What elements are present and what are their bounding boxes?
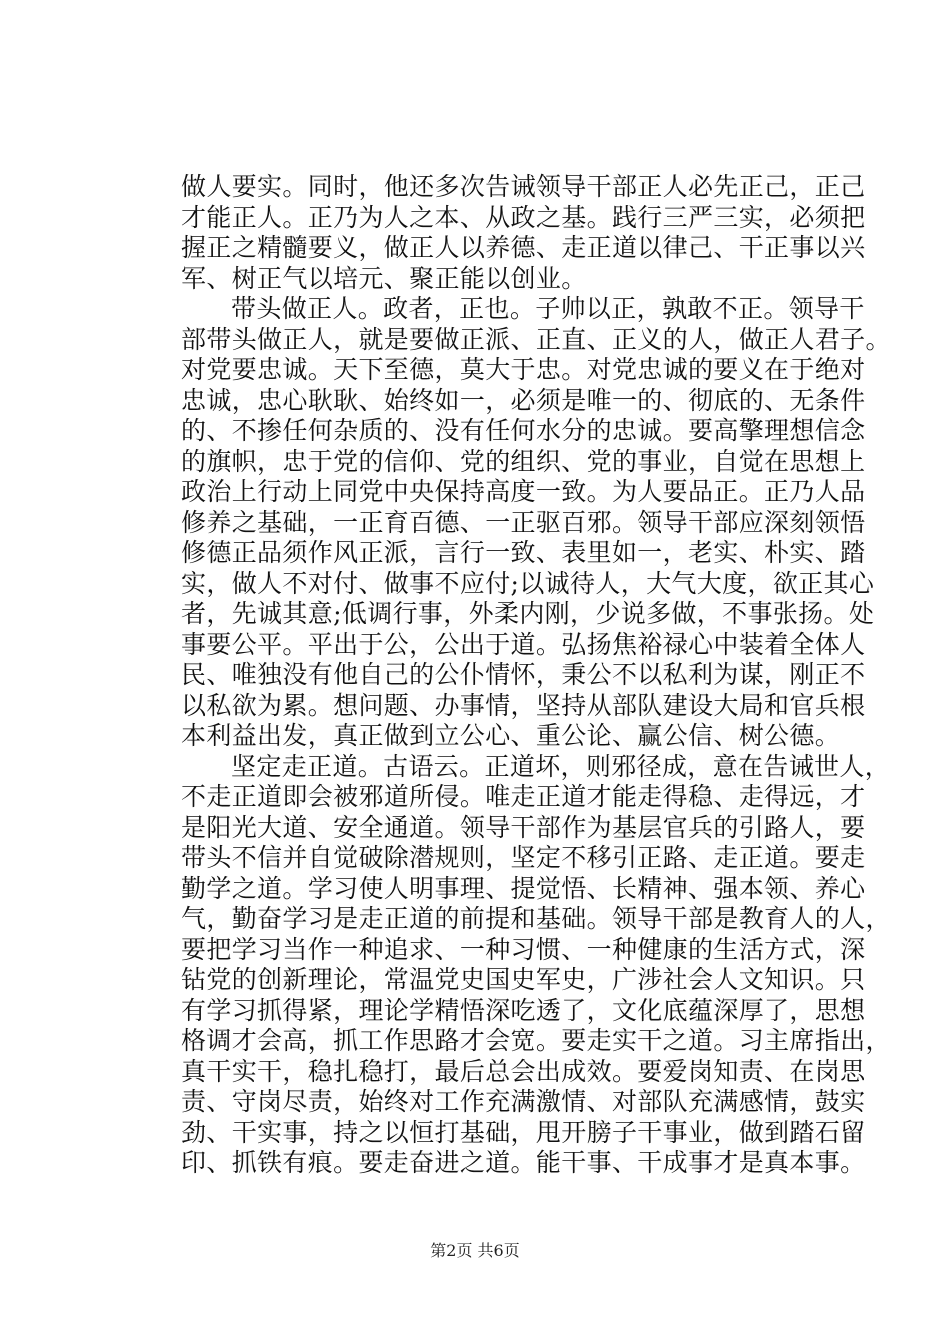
text-line: 忠诚，忠心耿耿、始终如一，必须是唯一的、彻底的、无条件 bbox=[181, 385, 866, 415]
text-line: 以私欲为累。想问题、办事情，坚持从部队建设大局和官兵根 bbox=[181, 690, 866, 720]
text-line: 修养之基础，一正育百德、一正驱百邪。领导干部应深刻领悟 bbox=[181, 507, 866, 537]
text-line: 是阳光大道、安全通道。领导干部作为基层官兵的引路人，要 bbox=[181, 812, 866, 842]
document-body bbox=[181, 172, 891, 1179]
text-line: 责、守岗尽责，始终对工作充满激情、对部队充满感情，鼓实 bbox=[181, 1087, 866, 1116]
text-line: 握正之精髓要义，做正人以养德、走正道以律己、干正事以兴 bbox=[181, 233, 866, 262]
text-line: 本利益出发，真正做到立公心、重公论、赢公信、树公德。 bbox=[181, 721, 841, 750]
text-line: 真干实干，稳扎稳打，最后总会出成效。要爱岗知责、在岗思 bbox=[181, 1056, 866, 1086]
paragraph-first-line: 带头做正人。政者，正也。子帅以正，孰敢不正。领导干 bbox=[231, 294, 865, 323]
text-line: 要把学习当作一种追求、一种习惯、一种健康的生活方式，深 bbox=[181, 934, 866, 964]
text-line: 带头不信并自觉破除潜规则，坚定不移引正路、走正道。要走 bbox=[181, 843, 866, 872]
text-line: 对党要忠诚。天下至德，莫大于忠。对党忠诚的要义在于绝对 bbox=[181, 355, 866, 384]
text-line: 政治上行动上同党中央保持高度一致。为人要品正。正乃人品 bbox=[181, 477, 866, 506]
text-line: 格调才会高，抓工作思路才会宽。要走实干之道。习主席指出， bbox=[181, 1026, 891, 1055]
text-line: 部带头做正人，就是要做正派、正直、正义的人，做正人君子。 bbox=[181, 324, 891, 354]
text-line: 钻党的创新理论，常温党史国史军史，广涉社会人文知识。只 bbox=[181, 965, 866, 994]
text-line: 的、不掺任何杂质的、没有任何水分的忠诚。要高擎理想信念 bbox=[181, 416, 866, 445]
text-line: 勤学之道。学习使人明事理、提觉悟、长精神、强本领、养心 bbox=[181, 873, 866, 903]
text-line: 的旗帜，忠于党的信仰、党的组织、党的事业，自觉在思想上 bbox=[181, 446, 866, 476]
text-line: 者，先诚其意;低调行事，外柔内刚，少说多做，不事张扬。处 bbox=[181, 599, 875, 628]
text-line: 才能正人。正乃为人之本、从政之基。践行三严三实，必须把 bbox=[181, 202, 866, 232]
text-line: 事要公平。平出于公，公出于道。弘扬焦裕禄心中装着全体人 bbox=[181, 629, 866, 659]
paragraph-first-line: 坚定走正道。古语云。正道坏，则邪径成，意在告诫世人， bbox=[231, 751, 891, 781]
text-line: 做人要实。同时，他还多次告诫领导干部正人必先正己，正己 bbox=[181, 172, 866, 201]
text-line: 军、树正气以培元、聚正能以创业。 bbox=[181, 263, 587, 293]
text-line: 修德正品须作风正派，言行一致、表里如一，老实、朴实、踏 bbox=[181, 538, 866, 567]
page-number-footer: 第2页 共6页 bbox=[430, 1241, 520, 1260]
text-line: 气，勤奋学习是走正道的前提和基础。领导干部是教育人的人， bbox=[181, 904, 891, 933]
text-line: 劲、干实事，持之以恒打基础，甩开膀子干事业，做到踏石留 bbox=[181, 1117, 866, 1147]
text-line: 印、抓铁有痕。要走奋进之道。能干事、干成事才是真本事。 bbox=[181, 1148, 866, 1177]
text-line: 不走正道即会被邪道所侵。唯走正道才能走得稳、走得远，才 bbox=[181, 782, 866, 811]
text-line: 有学习抓得紧，理论学精悟深吃透了，文化底蕴深厚了，思想 bbox=[181, 995, 866, 1025]
text-line: 实，做人不对付、做事不应付;以诚待人，大气大度，欲正其心 bbox=[181, 568, 875, 598]
text-line: 民、唯独没有他自己的公仆情怀，秉公不以私利为谋，刚正不 bbox=[181, 660, 866, 689]
